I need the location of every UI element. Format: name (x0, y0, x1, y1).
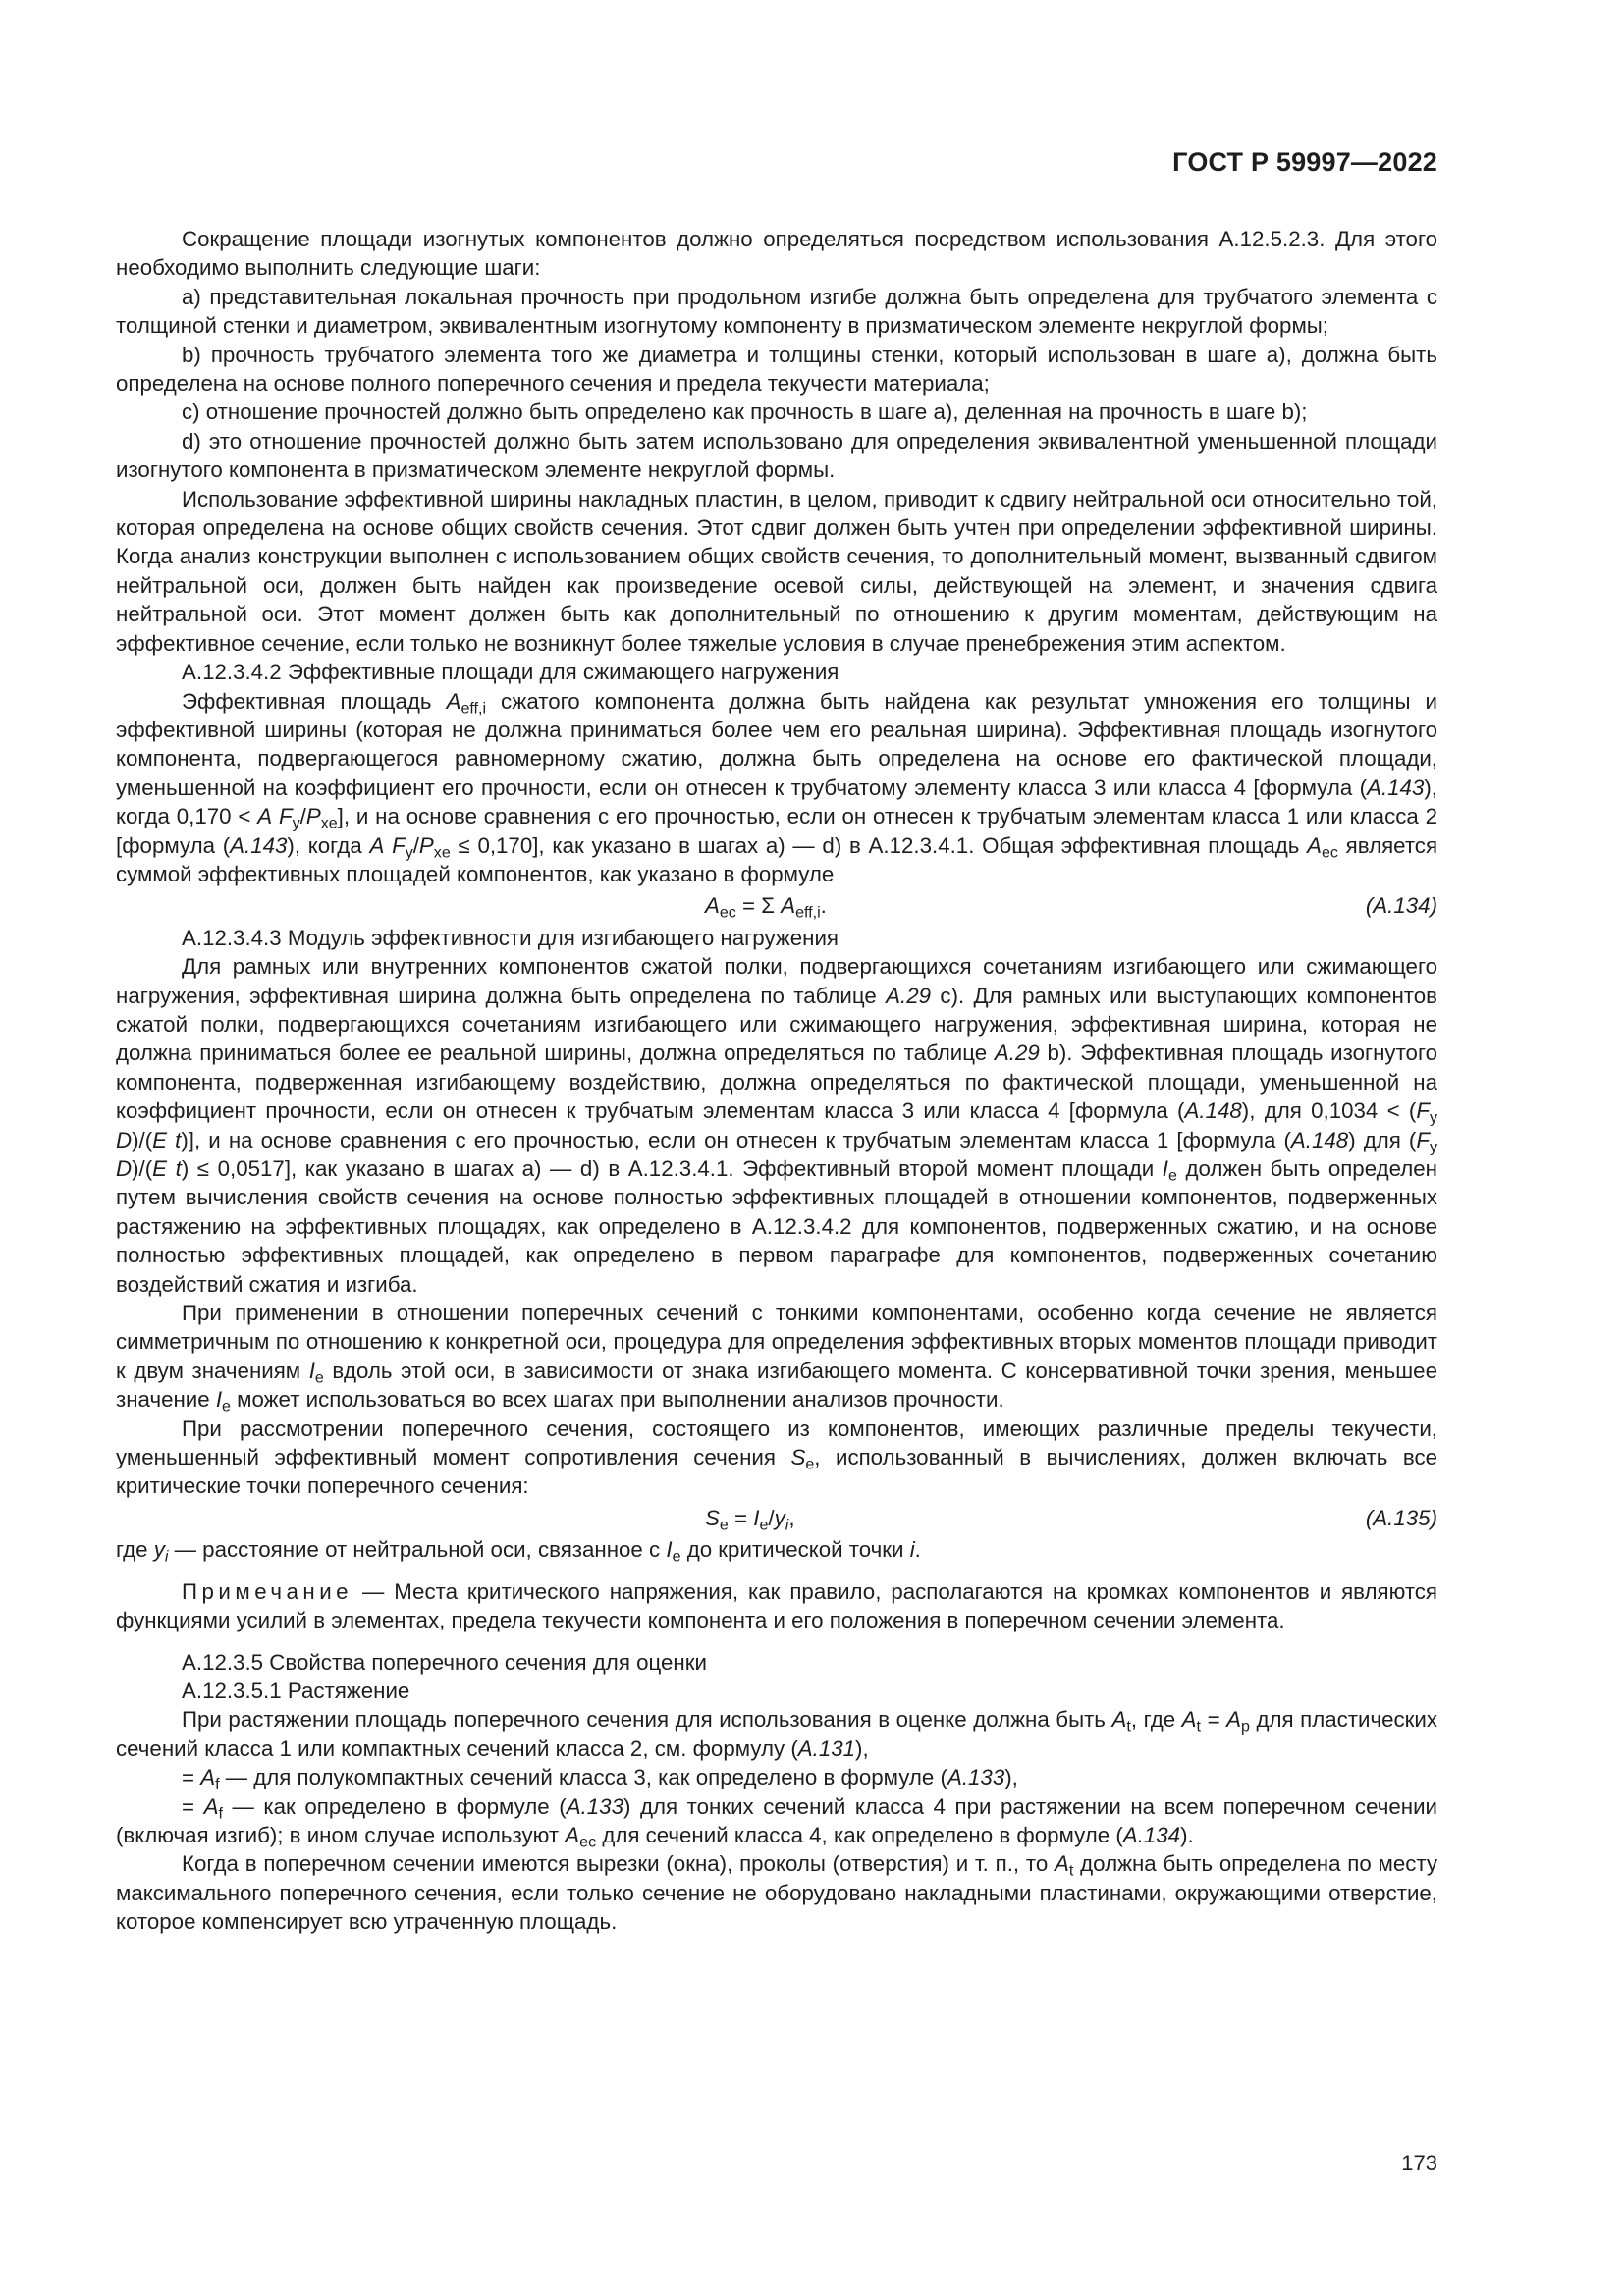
symbol: y (153, 1537, 165, 1563)
text: вдоль этой оси, в зависимости от знака изгибающего момента. С консервативной точки зрения, меньшее значение (116, 1358, 1437, 1413)
subscript: xe (433, 843, 451, 862)
text: сжатого компонента должна быть найдена как результат умножения его толщины и эффективной ширины (которая не должна приниматься более чем его реальная ширина). Эффективная площадь изогнутого компонента, подвергающегося равномерному сжатию, должна быть определена на основе его фактической площади, уменьшенной на коэффициент его прочности, если он отнесен к трубчатому элементу класса 3 или класса 4 [формула ( (116, 688, 1437, 800)
text: / (768, 1505, 775, 1530)
paragraph (116, 1792, 1437, 1850)
symbol: A (705, 893, 720, 919)
text: ), (1004, 1765, 1018, 1790)
symbol: A (781, 893, 796, 919)
formula-ref: A.133 (566, 1793, 623, 1819)
standard-header: ГОСТ Р 59997—2022 (1172, 147, 1437, 177)
text: — для полукомпактных сечений класса 3, как определено в формуле ( (219, 1765, 947, 1790)
list-item-d (116, 427, 1437, 485)
note (116, 1577, 1437, 1635)
text: должна быть определена по месту максимального поперечного сечения, если только сечение не оборудовано накладными пластинами, окружающими отверстие, которое компенсирует всю утраченную площадь. (116, 1851, 1437, 1935)
text: ) для ( (1348, 1127, 1417, 1152)
text: ), когда 0,170 < (116, 774, 1437, 829)
table-ref: A.29 (886, 983, 932, 1008)
text: ], и на основе сравнения с его прочностью, если он отнесен к трубчатым элементам класса 1 или класса 2 [формула ( (116, 804, 1438, 858)
paragraph (116, 1705, 1437, 1763)
symbol: A (565, 1822, 580, 1847)
subscript: eff,i (795, 903, 821, 922)
subscript: f (215, 1775, 220, 1793)
text: При применении в отношении поперечных сечений с тонкими компонентами, особенно когда сечение не является симметричным по отношению к конкретной оси, процедура для определения эффективных вторых моментов площади приводит к двум значениям (116, 1301, 1437, 1383)
text: , использованный в вычислениях, должен включать все критические точки поперечного сечения: (116, 1445, 1437, 1499)
symbol: A (1307, 832, 1322, 858)
subscript: e (805, 1455, 815, 1473)
text: для пластических сечений класса 1 или компактных сечений класса 2, см. формулу ( (116, 1707, 1437, 1761)
subscript: ec (1322, 843, 1338, 862)
symbol: F (278, 804, 293, 829)
section-heading (116, 924, 1437, 952)
text: / (412, 832, 419, 858)
subscript: y (292, 814, 300, 832)
formula-expression (705, 1504, 795, 1532)
formula-number: (A.135) (1365, 1505, 1437, 1530)
symbol: A (1226, 1707, 1242, 1733)
text: для сечений класса 4, как определено в формуле ( (596, 1822, 1123, 1847)
subscript: y (405, 843, 413, 862)
subscript: xe (320, 814, 338, 832)
text: ), когда (287, 832, 370, 858)
symbol: I (215, 1387, 223, 1413)
subscript: e (314, 1368, 324, 1387)
paragraph (116, 1849, 1437, 1936)
text: А.12.3.4.3 Модуль эффективности для изгибающего нагружения (182, 925, 839, 950)
formula-expression (705, 891, 827, 920)
formula-a134 (116, 891, 1437, 920)
section-heading (116, 1648, 1437, 1677)
text: , где (1130, 1707, 1182, 1733)
subscript: y (1429, 1138, 1437, 1156)
text: А.12.3.5 Свойства поперечного сечения для оценки (182, 1649, 707, 1675)
subscript: e (719, 1516, 729, 1534)
where-clause (116, 1535, 1437, 1564)
spacer (116, 1565, 1437, 1577)
page-number: 173 (1401, 2151, 1437, 2175)
text: = (182, 1765, 201, 1790)
symbol: E (152, 1156, 168, 1181)
symbol: t (175, 1156, 182, 1181)
subscript: i (785, 1516, 789, 1534)
symbol: A (257, 804, 273, 829)
text: = (1201, 1707, 1227, 1733)
section-heading (116, 1677, 1437, 1705)
paragraph: Для рамных или внутренних компонентов сжатой полки, подвергающихся сочетаниям изгибающего или сжимающего нагружения, эффективная ширина должна быть определена по таблице A.29 с). Для рамных или выступающих компонентов сжатой полки, подвергающихся сочетаниям изгибающего или сжимающего нагружения, эффективная ширина, которая не должна приниматься более ее реальной ширины, должна определяться по таблице A.29 b). Эффективная площадь изогнутого компонента, подверженная изгибающему воздействию, должна определяться по фактической площади, уменьшенной на коэффициент прочности, если он отнесен к трубчатым элементам класса 3 или класса 4 [формула (A.148), для $0,1034 < (F_y$ D)/(E t)], и на основе сравнения с его прочностью, если он отнесен к трубчатым элементам класса 1 [формула (A.148) для ($F_y$ D)/(E t) ≤ 0,0517], как указано в шагах а) — d) в А.12.3.4.1. Эффективный второй момент площади $I_e$ должен быть определен путем вычисления свойств сечения на основе полностью эффективных площадей в отношении компонентов, подверженных растяжению на эффективных площадях, как определено в А.12.3.4.2 для компонентов, подверженных сжатию, и на основе полностью эффективных площадей, как определено в первом параграфе для компонентов, подверженных сочетанию воздействий сжатия и изгиба. (116, 954, 1438, 1297)
text: Эффективная площадь (182, 688, 447, 714)
subscript: ec (719, 903, 736, 922)
text: ). (1180, 1822, 1194, 1847)
symbol: I (1162, 1156, 1168, 1181)
symbol: A (1181, 1707, 1197, 1733)
symbol: i (909, 1537, 915, 1563)
list-item-c (116, 398, 1437, 426)
symbol: F (392, 832, 406, 858)
symbol: F (1416, 1127, 1430, 1152)
subscript: eff,i (460, 698, 487, 717)
text: — как определено в формуле ( (222, 1793, 567, 1819)
paragraph (116, 1415, 1437, 1501)
subscript: e (759, 1516, 769, 1534)
text (384, 833, 392, 858)
symbol: A (200, 1765, 216, 1790)
section-heading (116, 658, 1437, 686)
symbol: D (116, 1156, 133, 1181)
subscript: e (222, 1397, 231, 1415)
symbol: S (705, 1505, 720, 1530)
text: является суммой эффективных площадей компонентов, как указано в формуле (116, 832, 1438, 886)
text: При растяжении площадь поперечного сечения для использования в оценке должна быть (182, 1707, 1112, 1733)
list-item-a (116, 283, 1437, 341)
subscript: y (1429, 1108, 1438, 1127)
text: должен быть определен путем вычисления свойств сечения на основе полностью эффективных площадей в отношении компонентов, подверженных растяжению на эффективных площадях, как определено в А.12.3.4.2 для компонентов, подверженных сжатию, и на основе полностью эффективных площадей, как определено в первом параграфе для компонентов, подверженных сочетанию воздействий сжатия и изгиба. (116, 1156, 1437, 1297)
text: А.12.3.5.1 Растяжение (182, 1678, 410, 1703)
list-item-b (116, 341, 1437, 399)
text: Сокращение площади изогнутых компонентов должно определяться посредством использования А.12.5.2.3. Для этого необходимо выполнить следующие шаги: (116, 227, 1437, 281)
text: Использование эффективной ширины накладных пластин, в целом, приводит к сдвигу нейтральной оси относительно той, которая определена на основе общих свойств сечения. Этот сдвиг должен быть учтен при определении эффективной ширины. Когда анализ конструкции выполнен с использованием общих свойств сечения, то дополнительный момент, вызванный сдвигом нейтральной оси, должен быть найден как произведение осевой силы, действующей на элемент, и значения сдвига нейтральной оси. Этот момент должен быть как дополнительный по отношению к другим моментам, действующим на эффективное сечение, если только не возникнут более тяжелые условия в случае пренебрежения этим аспектом. (116, 486, 1437, 656)
note-label: Примечание (182, 1578, 353, 1604)
subscript: f (218, 1804, 223, 1823)
symbol: P (418, 832, 434, 858)
text: где (116, 1537, 154, 1563)
text: А.12.3.4.2 Эффективные площади для сжимающего нагружения (182, 660, 839, 685)
text: может использоваться во всех шагах при выполнении анализов прочности. (230, 1387, 1004, 1413)
text: ), (855, 1735, 869, 1761)
text: ) ≤ 0,0517], как указано в шагах а) — d) в А.12.3.4.1. Эффективный второй момент площади (181, 1156, 1163, 1181)
text: Когда в поперечном сечении имеются вырезки (окна), проколы (отверстия) и т. п., то (182, 1851, 1056, 1877)
text: — расстояние от нейтральной оси, связанное с (168, 1537, 667, 1563)
formula-ref: A.134 (1122, 1822, 1181, 1847)
formula-ref: A.143 (230, 832, 288, 858)
symbol: A (369, 832, 385, 858)
text: . (914, 1537, 921, 1563)
text: . (820, 893, 827, 919)
text: b) прочность трубчатого элемента того же диаметра и толщины стенки, который использован в шаге а), должна быть определена на основе полного поперечного сечения и предела текучести материала; (116, 342, 1437, 397)
text: с) отношение прочностей должно быть определено как прочность в шаге а), деленная на прочность в шаге b); (182, 400, 1308, 425)
text: — Места критического напряжения, как правило, располагаются на кромках компонентов и являются функциями усилий в элементах, предела текучести компонента и его положения в поперечном сечении элемента. (116, 1578, 1437, 1633)
symbol: y (774, 1505, 785, 1530)
text: )], и на основе сравнения с его прочностью, если он отнесен к трубчатым элементам класса 1 [формула ( (181, 1127, 1291, 1152)
formula-ref: A.143 (1367, 774, 1425, 800)
text: = (728, 1505, 754, 1530)
subscript: i (164, 1547, 169, 1566)
symbol: S (790, 1445, 806, 1470)
text (272, 804, 279, 828)
text: b). Эффективная площадь изогнутого компонента, подверженная изгибающему воздействию, должна определяться по фактической площади, уменьшенной на коэффициент прочности, если он отнесен к трубчатым элементам класса 3 или класса 4 [формула ( (116, 1041, 1437, 1124)
text: d) это отношение прочностей должно быть затем использовано для определения эквивалентной уменьшенной площади изогнутого компонента в призматическом элементе некруглой формы. (116, 428, 1437, 483)
text: , (788, 1505, 795, 1530)
symbol: A (1055, 1851, 1069, 1877)
text: ≤ 0,170], как указано в шагах а) — d) в А.12.3.4.1. Общая эффективная площадь (450, 832, 1308, 858)
symbol: A (446, 688, 461, 714)
text: = (182, 1793, 204, 1819)
text: / (299, 804, 306, 829)
paragraph (116, 1763, 1437, 1791)
subscript: t (1068, 1861, 1074, 1880)
subscript: ec (579, 1833, 597, 1851)
formula-ref: A.148 (1184, 1098, 1242, 1124)
paragraph (116, 1299, 1437, 1415)
symbol: I (308, 1358, 315, 1383)
text: ), для 0,1034 < ( (1241, 1098, 1417, 1124)
text: Для рамных или внутренних компонентов сжатой полки, подвергающихся сочетаниям изгибающего или сжимающего нагружения, эффективная ширина должна быть определена по таблице (116, 954, 1437, 1008)
formula-number: (A.134) (1365, 893, 1437, 919)
paragraph (116, 687, 1437, 889)
formula-ref: A.148 (1290, 1127, 1349, 1152)
symbol: F (1416, 1098, 1430, 1124)
subscript: p (1241, 1717, 1250, 1735)
text: с). Для рамных или выступающих компонентов сжатой полки, подвергающихся сочетаниям изгибающего или сжимающего нагружения, эффективная ширина, которая не должна приниматься более ее реальной ширины, должна определяться по таблице (116, 983, 1437, 1066)
paragraph (116, 225, 1437, 283)
text: = Σ (735, 893, 782, 919)
text: до критической точки (680, 1537, 910, 1563)
formula-ref: A.131 (797, 1735, 856, 1761)
text (167, 1128, 175, 1152)
symbol: t (175, 1127, 182, 1152)
formula-ref: A.133 (947, 1765, 1005, 1790)
text: При рассмотрении поперечного сечения, состоящего из компонентов, имеющих различные пределы текучести, уменьшенный эффективный момент сопротивления сечения (116, 1415, 1437, 1470)
page-body (116, 225, 1437, 1937)
text: ) для тонких сечений класса 4 при растяжении на всем поперечном сечении (включая изгиб); в ином случае используют (116, 1793, 1437, 1847)
subscript: e (672, 1547, 681, 1566)
symbol: E (152, 1127, 168, 1152)
symbol: A (1111, 1707, 1127, 1733)
spacer (116, 1635, 1437, 1648)
formula-a135 (116, 1504, 1437, 1532)
subscript: t (1126, 1717, 1131, 1735)
symbol: P (305, 804, 321, 829)
text (167, 1156, 176, 1181)
subscript: e (1167, 1166, 1177, 1185)
text: а) представительная локальная прочность при продольном изгибе должна быть определена для трубчатого элемента с толщиной стенки и диаметром, эквивалентным изогнутому компоненту в призматическом элементе некруглой формы; (116, 284, 1437, 339)
paragraph (116, 485, 1437, 658)
symbol: D (116, 1127, 133, 1152)
symbol: I (666, 1537, 673, 1563)
table-ref: A.29 (994, 1041, 1040, 1066)
subscript: t (1196, 1717, 1202, 1735)
symbol: I (753, 1505, 760, 1530)
symbol: A (203, 1793, 219, 1819)
